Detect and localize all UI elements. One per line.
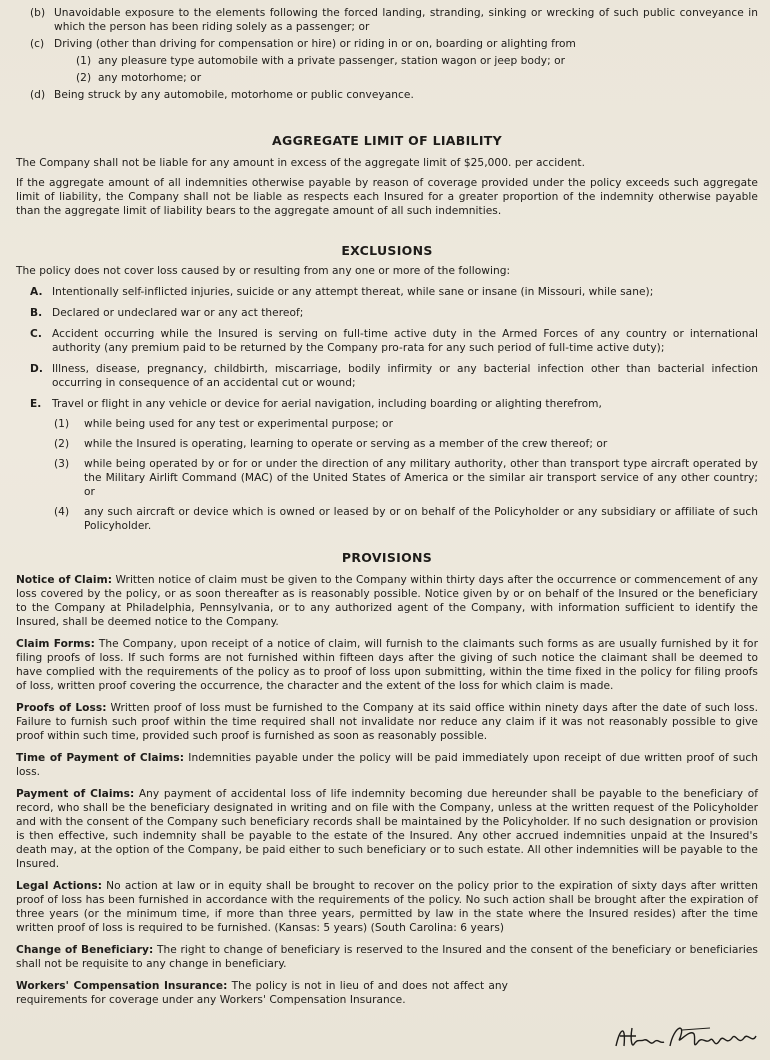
coverage-item-text: any motorhome; or — [98, 72, 202, 84]
coverage-item-text: Driving (other than driving for compensation or hire) or riding in or on, boarding or alighting from — [54, 38, 576, 50]
coverage-item-label: (c) — [30, 38, 45, 50]
exclusion-subitem-text: any such aircraft or device which is owned or leased by or on behalf of the Policyholder or any subsidiary or affiliate of such Policyholder. — [84, 506, 758, 532]
coverage-item-text: Being struck by any automobile, motorhome or public conveyance. — [54, 89, 414, 101]
exclusion-label: E. — [30, 398, 42, 410]
exclusion-text: Intentionally self-inflicted injuries, suicide or any attempt thereat, while sane or insane (in Missouri, while sane); — [52, 286, 654, 298]
provision-paragraph — [16, 787, 758, 871]
coverage-item-c2 — [16, 71, 758, 85]
provision-text: The right to change of beneficiary is reserved to the Insured and the consent of the beneficiary or beneficiaries shall not be requisite to any change in beneficiary. — [16, 944, 758, 970]
coverage-item-d — [16, 88, 758, 102]
exclusion-label: A. — [30, 286, 43, 298]
exclusion-subitem-text: while being operated by or for or under the direction of any military authority, other than transport type aircraft operated by the Military Airlift Command (MAC) of the United States of America or the similar air transport service of any other country; or — [84, 458, 758, 498]
exclusion-subitem-label: (4) — [54, 506, 70, 518]
coverage-item-label: (d) — [30, 89, 46, 101]
exclusion-subitem-text: while the Insured is operating, learning to operate or serving as a member of the crew thereof; or — [84, 438, 608, 450]
provision-title: Change of Beneficiary: — [16, 944, 154, 956]
coverage-item-b — [16, 6, 758, 34]
provision-text: Any payment of accidental loss of life indemnity becoming due hereunder shall be payable to the beneficiary of record, who shall be the beneficiary designated in writing and on file with the Company, unless at the written request of the Policyholder and with the consent of the Company such beneficiary records shall be maintained by the Policyholder. If no such designation or provision is then effective, such indemnity shall be payable to the estate of the Insured. Any other accrued indemnities unpaid at the Insured's death may, at the option of the Company, be paid either to such beneficiary or to such estate. All other indemnities will be payable to the Insured. — [16, 788, 759, 870]
exclusion-text: Travel or flight in any vehicle or device for aerial navigation, including boarding or alighting therefrom, — [52, 398, 602, 410]
provision-title: Claim Forms: — [16, 638, 95, 650]
exclusion-subitem-text: while being used for any test or experimental purpose; or — [84, 418, 393, 430]
exclusion-text: Declared or undeclared war or any act thereof; — [52, 307, 304, 319]
coverage-item-c1 — [16, 54, 758, 68]
provision-paragraph — [16, 943, 758, 971]
exclusion-sublist — [16, 411, 758, 533]
exclusion-subitem-label: (1) — [54, 418, 70, 430]
exclusion-label: D. — [30, 363, 43, 375]
coverage-item-label: (2) — [76, 72, 92, 84]
provision-text: The policy is not in lieu of and does not affect any requirements for coverage under any Workers' Compensation Insurance. — [16, 980, 508, 1006]
exclusions-intro: The policy does not cover loss caused by or resulting from any one or more of the following: — [16, 265, 511, 277]
provision-text: The Company, upon receipt of a notice of claim, will furnish to the claimants such forms as are usually furnished by it for filing proofs of loss. If such forms are not furnished within fifteen days after the giving of such notice the claimant shall be deemed to have complied with the requirements of the policy as to proof of loss upon submitting, within the time fixed in the policy for filing proofs of loss, written proof covering the occurrence, the character and the extent of the loss for which claim is made. — [16, 638, 758, 692]
exclusion-text: Illness, disease, pregnancy, childbirth, miscarriage, bodily infirmity or any bacterial infection other than bacterial infection occurring in consequence of an accidental cut or wound; — [52, 363, 758, 389]
exclusion-text: Accident occurring while the Insured is serving on full-time active duty in the Armed Forces of any country or international authority (any premium paid to be returned by the Company pro-rata for any such period of full-time active duty); — [52, 328, 758, 354]
provision-paragraph — [16, 751, 758, 779]
provisions-heading: PROVISIONS — [341, 550, 433, 565]
exclusion-subitem — [16, 457, 758, 499]
exclusion-subitem — [16, 417, 758, 431]
exclusion-subitem — [16, 505, 758, 533]
provision-paragraph — [16, 573, 758, 629]
exclusion-item — [16, 327, 758, 355]
provision-title: Payment of Claims: — [16, 788, 135, 800]
exclusion-item — [16, 397, 758, 411]
provision-text: Indemnities payable under the policy will be paid immediately upon receipt of due written proof of such loss. — [16, 752, 758, 778]
provision-text: No action at law or in equity shall be brought to recover on the policy prior to the expiration of sixty days after written proof of loss has been furnished in accordance with the requirements of the policy. No such action shall be brought after the expiration of three years (or the minimum time, if more than three years, permitted by law in the state where the Insured resides) after the time written proof of loss is required to be furnished. (Kansas: 5 years) (South Carolina: 6 years) — [16, 880, 758, 934]
signature-image — [610, 1016, 760, 1056]
coverage-item-text: any pleasure type automobile with a private passenger, station wagon or jeep body; or — [98, 55, 566, 67]
coverage-item-c — [16, 37, 758, 51]
aggregate-heading: AGGREGATE LIMIT OF LIABILITY — [272, 133, 502, 148]
provision-paragraph — [16, 637, 758, 693]
provision-text: Written proof of loss must be furnished to the Company at its said office within ninety days after the date of such loss. Failure to furnish such proof within the time required shall not invalidate nor reduce any claim if it was not reasonably possible to give proof within such time, provided such proof is furnished as soon as reasonably possible. — [16, 702, 758, 742]
exclusion-label: B. — [30, 307, 43, 319]
aggregate-paragraph-2: If the aggregate amount of all indemnities otherwise payable by reason of coverage provided under the policy exceeds such aggregate limit of liability, the Company shall not be liable as respects each Insured for a greater proportion of the indemnity otherwise payable than the aggregate limit of liability bears to the aggregate amount of all such indemnities. — [16, 177, 758, 217]
provision-text: Written notice of claim must be given to the Company within thirty days after the occurrence or commencement of any loss covered by the policy, or as soon thereafter as is reasonably possible. Notice given by or on behalf of the Insured or the beneficiary to the Company at Philadelphia, Pennsylvania, or to any authorized agent of the Company, with information sufficient to identify the Insured, shall be deemed notice to the Company. — [16, 574, 759, 628]
exclusions-heading: EXCLUSIONS — [341, 243, 433, 258]
exclusion-item — [16, 306, 758, 320]
provision-paragraph — [16, 979, 758, 1007]
provision-list — [16, 565, 758, 1007]
exclusion-label: C. — [30, 328, 42, 340]
provision-title: Legal Actions: — [16, 880, 102, 892]
aggregate-paragraph-1: The Company shall not be liable for any amount in excess of the aggregate limit of $25,000. per accident. — [16, 157, 586, 169]
exclusion-item — [16, 285, 758, 299]
exclusion-item — [16, 362, 758, 390]
exclusion-subitem-label: (3) — [54, 458, 70, 470]
provision-paragraph — [16, 879, 758, 935]
exclusion-list — [16, 278, 758, 411]
coverage-item-text: Unavoidable exposure to the elements following the forced landing, stranding, sinking or wrecking of such public conveyance in which the person has been riding solely as a passenger; or — [54, 7, 758, 33]
provision-paragraph — [16, 701, 758, 743]
exclusion-subitem-label: (2) — [54, 438, 70, 450]
provision-title: Workers' Compensation Insurance: — [16, 980, 228, 992]
exclusion-subitem — [16, 437, 758, 451]
coverage-item-label: (b) — [30, 7, 46, 19]
provision-title: Proofs of Loss: — [16, 702, 107, 714]
provision-title: Time of Payment of Claims: — [16, 752, 185, 764]
coverage-item-label: (1) — [76, 55, 92, 67]
document-content — [16, 6, 758, 1007]
provision-title: Notice of Claim: — [16, 574, 112, 586]
